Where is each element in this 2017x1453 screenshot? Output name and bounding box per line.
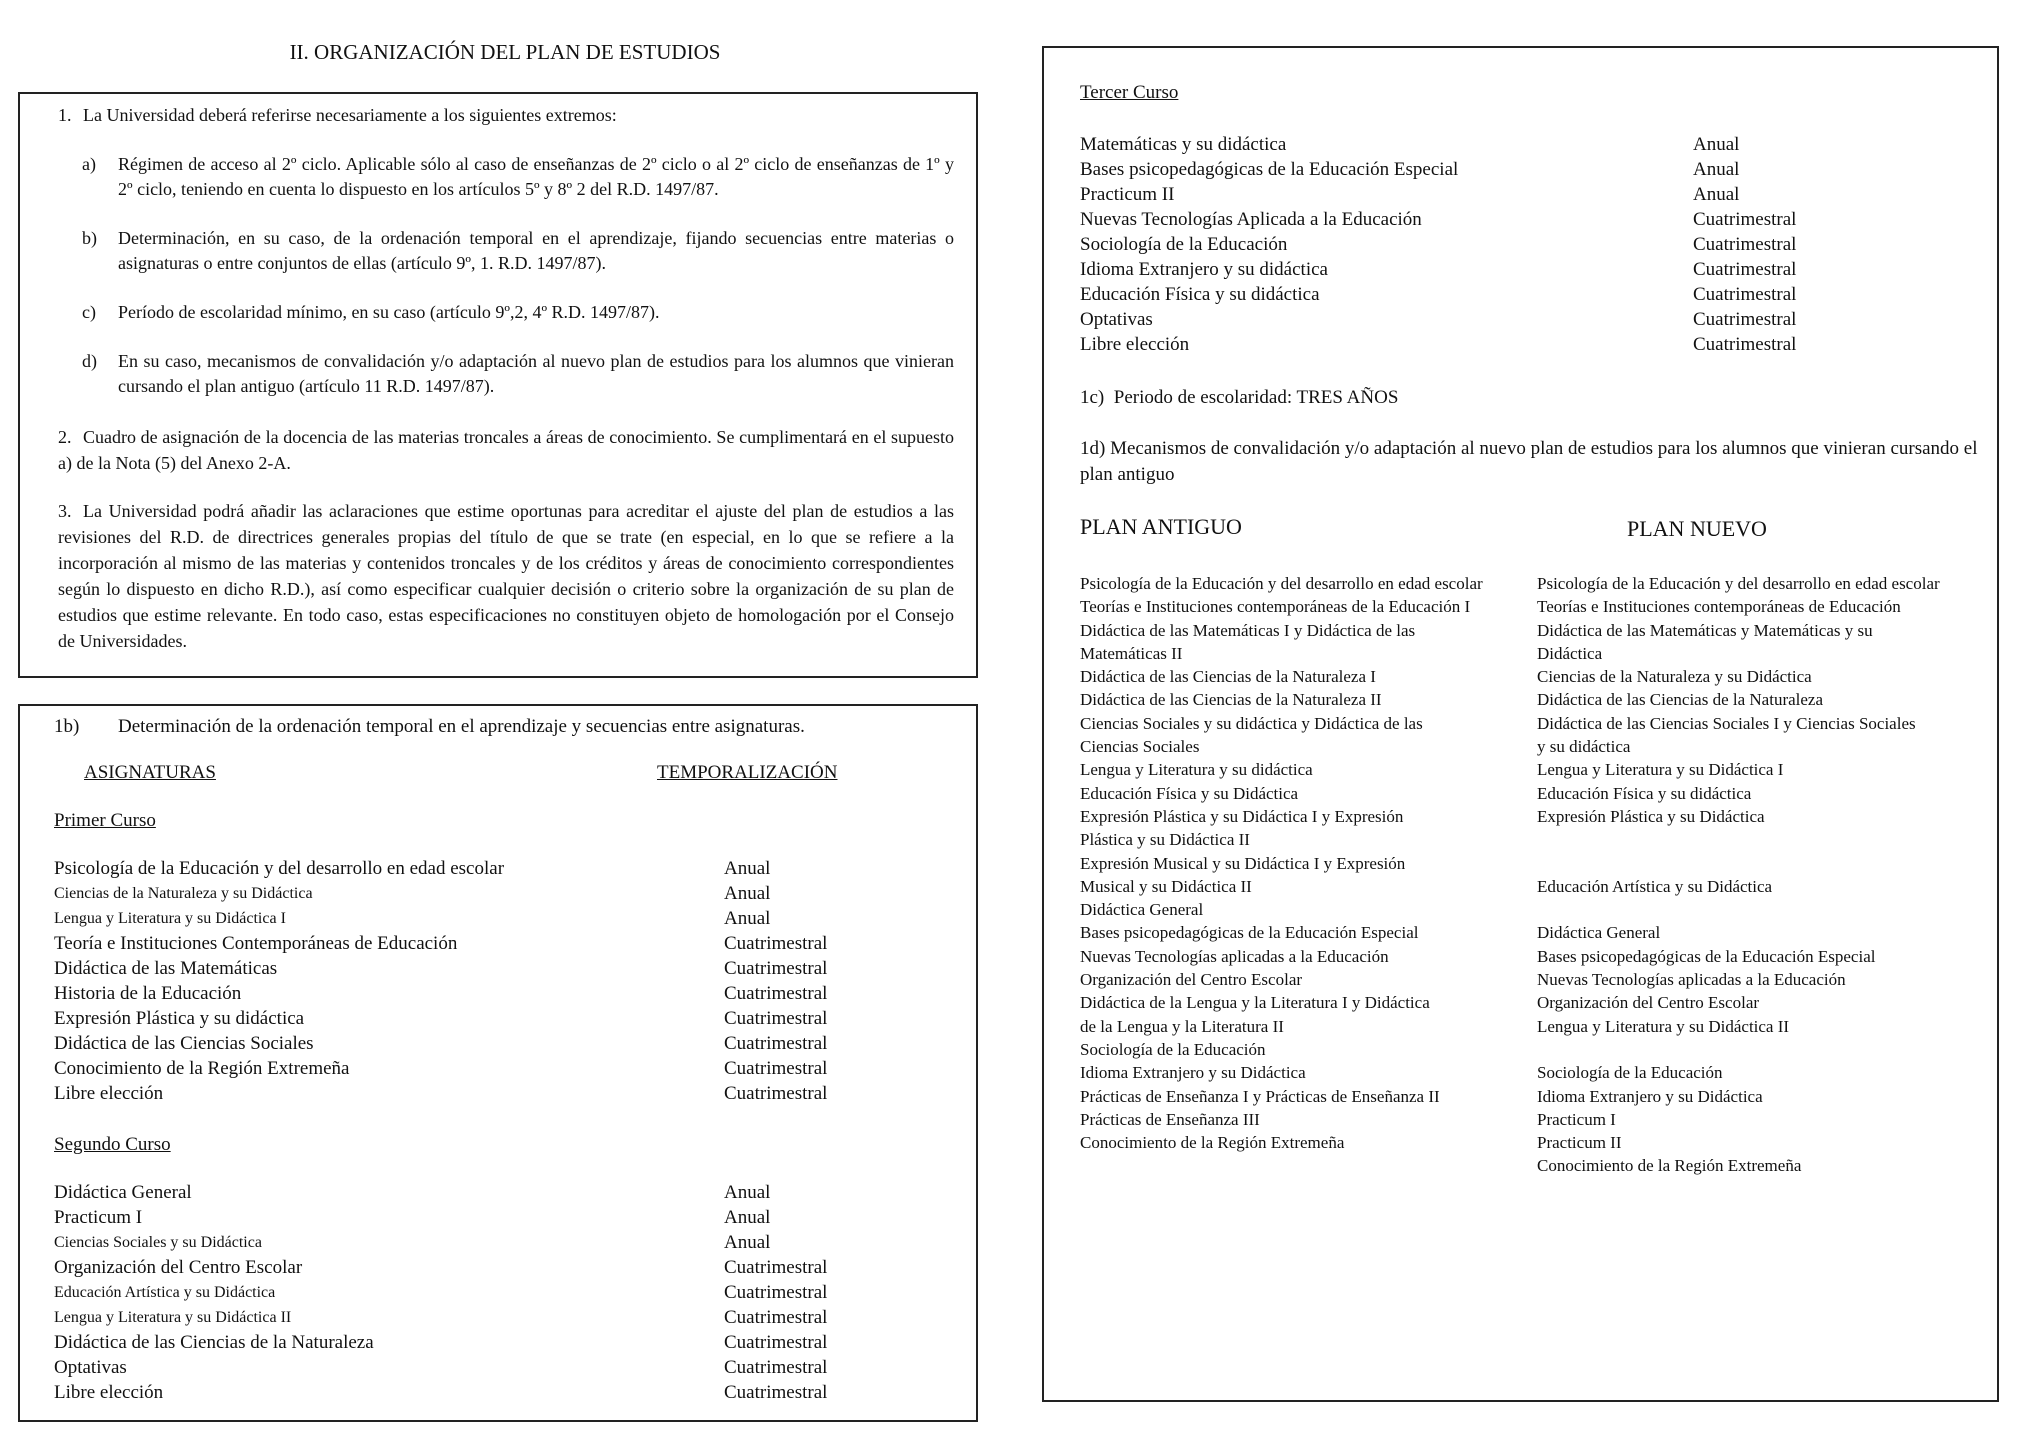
equivalence-line: Lengua y Literatura y su Didáctica I <box>1537 760 1784 780</box>
table-row: Bases psicopedagógicas de la Educación Especial Anual <box>1080 159 1740 180</box>
equivalence-line: y su didáctica <box>1537 737 1631 757</box>
section-1d: 1d) Mecanismos de convalidación y/o adaptación al nuevo plan de estudios para los alumnos que vinieran cursando el plan antiguo <box>1080 438 1978 485</box>
equivalence-line: Didáctica de las Ciencias Sociales I y Ciencias Sociales <box>1537 713 1916 733</box>
third-year-title: Tercer Curso <box>1080 82 1179 103</box>
equivalence-line: Organización del Centro Escolar <box>1537 993 1760 1013</box>
instruction-subitem-a: a) Régimen de acceso al 2º ciclo. Aplicable sólo al caso de enseñanzas de 2º ciclo o al 2º ciclo de enseñanzas de 1º y 2º ciclo, teniendo en cuenta lo dispuesto en los artículos 5º y 8º 2 del R.D. 1497/87. <box>82 154 954 199</box>
equivalence-line: Educación Física y su didáctica <box>1537 783 1752 803</box>
equivalence-line: Didáctica de las Ciencias de la Naturaleza II <box>1080 690 1382 710</box>
instruction-item-1: 1. La Universidad deberá referirse necesariamente a los siguientes extremos: <box>58 105 617 125</box>
section-1c: 1c) Periodo de escolaridad: TRES AÑOS <box>1080 387 1399 408</box>
equivalence-line: Didáctica de la Lengua y la Literatura I y Didáctica <box>1080 993 1430 1013</box>
instruction-item-3: 3. La Universidad podrá añadir las aclaraciones que estime oportunas para acreditar el ajuste del plan de estudios a las revisiones del R.D. de directrices generales propias del título de que se trate (en especial, en lo que se refiere a la incorporación al mismo de las materias y contenidos troncales y de los créditos y áreas de conocimiento correspondientes según lo dispuesto en dicho R.D.), así como especificar cualquier decisión o criterio sobre la organización de su plan de estudios que estime relevante. En todo caso, estas especificaciones no constituyen objeto de homologación por el Consejo de Universidades. <box>58 501 954 651</box>
equivalence-line: Expresión Plástica y su Didáctica <box>1537 806 1765 826</box>
table-row: Libre elección Cuatrimestral <box>54 1083 828 1104</box>
equivalence-line: Didáctica General <box>1537 923 1661 943</box>
equivalence-line: Conocimiento de la Región Extremeña <box>1537 1156 1802 1176</box>
table-row: Didáctica de las Ciencias Sociales Cuatrimestral <box>54 1033 828 1054</box>
equivalence-line: Bases psicopedagógicas de la Educación Especial <box>1537 946 1876 966</box>
equivalence-line: Conocimiento de la Región Extremeña <box>1080 1133 1345 1153</box>
table-row: Didáctica de las Ciencias de la Naturaleza Cuatrimestral <box>54 1332 828 1353</box>
equivalence-line: de la Lengua y la Literatura II <box>1080 1016 1284 1036</box>
equivalence-line: Sociología de la Educación <box>1537 1063 1723 1083</box>
table-row: Organización del Centro Escolar Cuatrimestral <box>54 1257 828 1278</box>
equivalence-line: Ciencias Sociales <box>1080 737 1200 757</box>
section-1b-label: 1b) <box>54 716 80 737</box>
instruction-subitem-c: c) Período de escolaridad mínimo, en su caso (artículo 9º,2, 4º R.D. 1497/87). <box>82 302 660 322</box>
equivalence-line: Didáctica <box>1537 643 1603 663</box>
instruction-item-3-text: La Universidad podrá añadir las aclaraciones que estime oportunas para acreditar el ajuste del plan de estudios a las revisiones del R.D. de directrices generales propias del título de que se trate (en especial, en lo que se refiere a la incorporación al mismo de las materias y contenidos troncales y de los créditos y áreas de conocimiento correspondientes según lo dispuesto en dicho R.D.), así como especificar cualquier decisión o criterio sobre la organización de su plan de estudios que estime relevante. En todo caso, estas especificaciones no constituyen objeto de homologación por el Consejo de Universidades. <box>58 501 954 651</box>
equivalence-line: Psicología de la Educación y del desarrollo en edad escolar <box>1080 574 1483 593</box>
new-plan-header: PLAN NUEVO <box>1627 516 1767 541</box>
equivalence-line: Didáctica General <box>1080 900 1204 920</box>
section-1c-text: Periodo de escolaridad: TRES AÑOS <box>1113 387 1399 408</box>
instruction-subitem-b: b) Determinación, en su caso, de la ordenación temporal en el aprendizaje, fijando secuencias entre materias o asignaturas o entre conjuntos de ellas (artículo 9º, 1. R.D. 1497/87). <box>82 228 954 273</box>
equivalence-line: Didáctica de las Matemáticas y Matemáticas y su <box>1537 620 1873 640</box>
table-row: Matemáticas y su didáctica Anual <box>1080 134 1740 155</box>
equivalence-line: Musical y su Didáctica II <box>1080 876 1252 896</box>
table-row: Educación Física y su didáctica Cuatrimestral <box>1080 284 1797 305</box>
table-row: Lengua y Literatura y su Didáctica II Cuatrimestral <box>54 1307 828 1328</box>
equivalence-line <box>1537 852 1987 875</box>
old-plan-list <box>1080 572 1535 1154</box>
table-row: Expresión Plástica y su didáctica Cuatrimestral <box>54 1008 828 1029</box>
table-row: Practicum II Anual <box>1080 184 1740 205</box>
equivalence-line: Plástica y su Didáctica II <box>1080 830 1250 850</box>
equivalence-line: Educación Física y su Didáctica <box>1080 783 1299 803</box>
table-row: Nuevas Tecnologías Aplicada a la Educación Cuatrimestral <box>1080 209 1797 230</box>
section-1d-text: Mecanismos de convalidación y/o adaptación al nuevo plan de estudios para los alumnos que vinieran cursando el plan antiguo <box>1080 438 1978 485</box>
equivalence-line: Didáctica de las Ciencias de la Naturaleza I <box>1080 667 1376 687</box>
table-row: Sociología de la Educación Cuatrimestral <box>1080 234 1797 255</box>
table-row: Didáctica de las Matemáticas Cuatrimestral <box>54 958 828 979</box>
equivalence-line: Practicum II <box>1537 1133 1622 1153</box>
equivalence-line: Sociología de la Educación <box>1080 1039 1266 1059</box>
equivalence-line: Nuevas Tecnologías aplicadas a la Educación <box>1080 946 1389 966</box>
equivalence-line: Matemáticas II <box>1080 643 1183 663</box>
table-row: Conocimiento de la Región Extremeña Cuatrimestral <box>54 1058 828 1079</box>
equivalence-line: Expresión Plástica y su Didáctica I y Expresión <box>1080 806 1404 826</box>
equivalence-line: Ciencias Sociales y su didáctica y Didáctica de las <box>1080 713 1423 733</box>
equivalence-line: Expresión Musical y su Didáctica I y Expresión <box>1080 853 1406 873</box>
old-plan-header: PLAN ANTIGUO <box>1080 514 1242 539</box>
equivalence-line: Teorías e Instituciones contemporáneas de Educación <box>1537 597 1901 617</box>
equivalence-line <box>1537 898 1987 921</box>
table-row: Ciencias Sociales y su Didáctica Anual <box>54 1232 771 1253</box>
equivalence-line: Bases psicopedagógicas de la Educación Especial <box>1080 923 1419 943</box>
continuation-box <box>1042 46 1999 1402</box>
table-row: Lengua y Literatura y su Didáctica I Anual <box>54 908 771 929</box>
equivalence-line: Teorías e Instituciones contemporáneas de la Educación I <box>1080 597 1471 617</box>
equivalence-line <box>1537 828 1987 851</box>
table-row: Libre elección Cuatrimestral <box>1080 334 1797 355</box>
table-row: Ciencias de la Naturaleza y su Didáctica Anual <box>54 883 771 904</box>
table-row: Psicología de la Educación y del desarrollo en edad escolar Anual <box>54 858 771 879</box>
table-row: Optativas Cuatrimestral <box>1080 309 1797 330</box>
table-row: Optativas Cuatrimestral <box>54 1357 828 1378</box>
equivalence-line: Psicología de la Educación y del desarrollo en edad escolar <box>1537 574 1940 593</box>
equivalence-line: Prácticas de Enseñanza I y Prácticas de Enseñanza II <box>1080 1086 1440 1106</box>
new-plan-list <box>1537 572 1987 1178</box>
column-header-timing: TEMPORALIZACIÓN <box>657 762 838 783</box>
instruction-item-2: 2. Cuadro de asignación de la docencia de las materias troncales a áreas de conocimiento. Se cumplimentará en el supuesto a) de la Nota (5) del Anexo 2-A. <box>58 427 954 473</box>
equivalence-line: Didáctica de las Matemáticas I y Didáctica de las <box>1080 620 1416 640</box>
equivalence-line <box>1537 1038 1987 1061</box>
equivalence-line: Organización del Centro Escolar <box>1080 970 1303 990</box>
equivalence-line: Prácticas de Enseñanza III <box>1080 1109 1260 1129</box>
table-row: Libre elección Cuatrimestral <box>54 1382 828 1403</box>
table-row: Idioma Extranjero y su didáctica Cuatrimestral <box>1080 259 1797 280</box>
equivalence-line: Practicum I <box>1537 1109 1616 1129</box>
instruction-item-1-text: La Universidad deberá referirse necesariamente a los siguientes extremos: <box>83 105 617 125</box>
table-row: Didáctica General Anual <box>54 1182 771 1203</box>
section-1b-title: Determinación de la ordenación temporal en el aprendizaje y secuencias entre asignaturas. <box>118 716 805 737</box>
equivalence-line: Nuevas Tecnologías aplicadas a la Educación <box>1537 970 1846 990</box>
instructions-box <box>18 92 978 678</box>
page-title: II. ORGANIZACIÓN DEL PLAN DE ESTUDIOS <box>289 40 721 64</box>
instruction-subitem-d: d) En su caso, mecanismos de convalidación y/o adaptación al nuevo plan de estudios para los alumnos que vinieran cursando el plan antiguo (artículo 11 R.D. 1497/87). <box>82 351 954 396</box>
table-row: Practicum I Anual <box>54 1207 771 1228</box>
table-row: Teoría e Instituciones Contemporáneas de Educación Cuatrimestral <box>54 933 828 954</box>
equivalence-line: Idioma Extranjero y su Didáctica <box>1537 1086 1763 1106</box>
instruction-item-2-text: Cuadro de asignación de la docencia de las materias troncales a áreas de conocimiento. Se cumplimentará en el supuesto a) de la Nota (5) del Anexo 2-A. <box>58 427 954 473</box>
column-header-subjects: ASIGNATURAS <box>84 762 216 783</box>
equivalence-line: Lengua y Literatura y su didáctica <box>1080 760 1313 780</box>
second-year-title: Segundo Curso <box>54 1134 171 1155</box>
first-year-title: Primer Curso <box>54 810 156 831</box>
equivalence-line: Educación Artística y su Didáctica <box>1537 876 1773 896</box>
equivalence-line: Didáctica de las Ciencias de la Naturaleza <box>1537 690 1824 710</box>
table-row: Educación Artística y su Didáctica Cuatrimestral <box>54 1282 828 1303</box>
section-1b-box <box>18 704 978 1422</box>
equivalence-line: Ciencias de la Naturaleza y su Didáctica <box>1537 667 1812 687</box>
equivalence-line: Idioma Extranjero y su Didáctica <box>1080 1063 1306 1083</box>
table-row: Historia de la Educación Cuatrimestral <box>54 983 828 1004</box>
equivalence-line: Lengua y Literatura y su Didáctica II <box>1537 1016 1790 1036</box>
